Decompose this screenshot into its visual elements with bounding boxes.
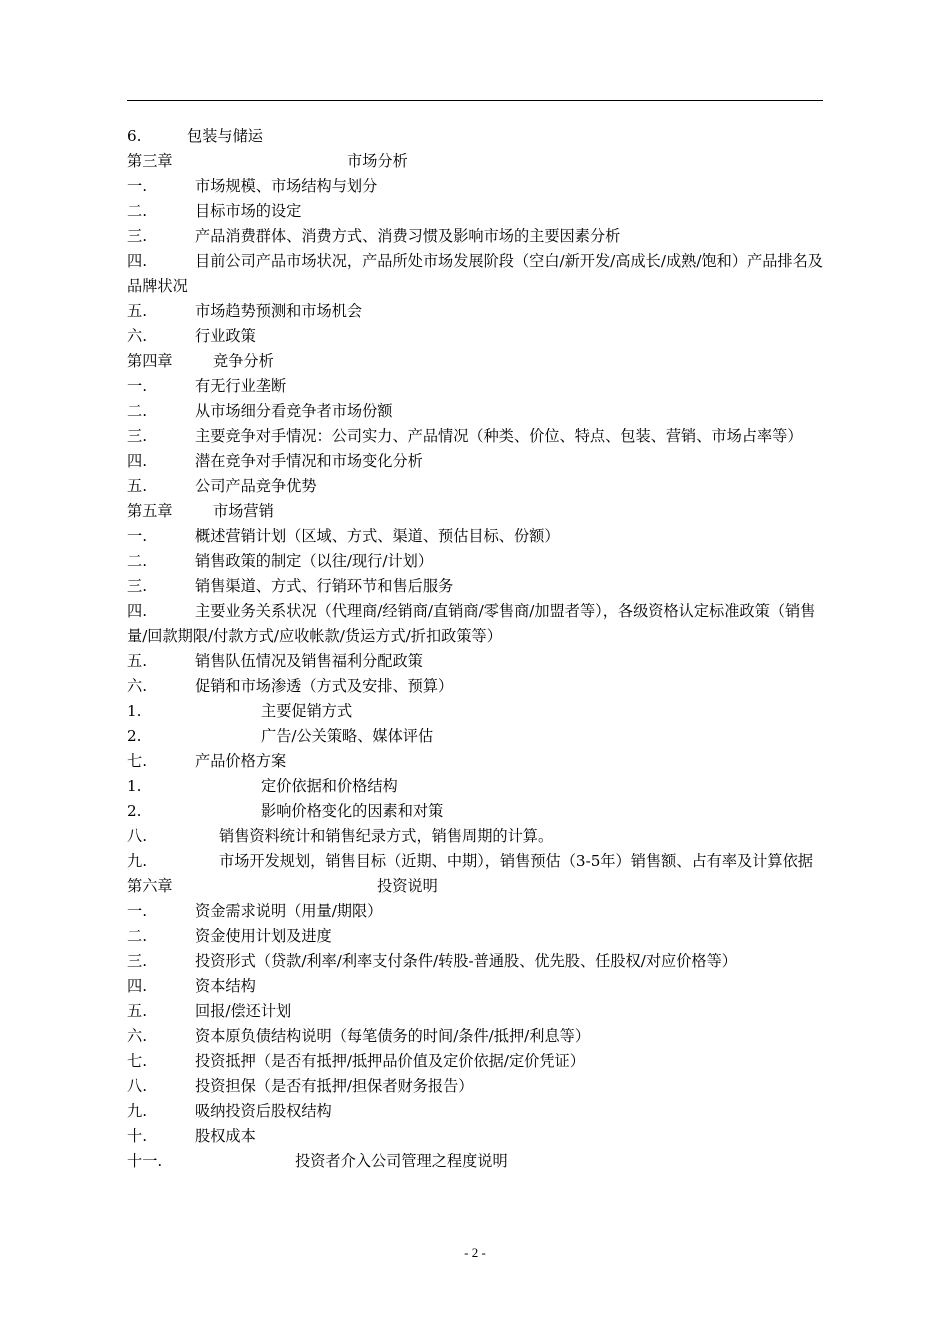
outline-item-number: 6. <box>127 127 142 145</box>
outline-item-text: 概述营销计划（区域、方式、渠道、预估目标、份额） <box>195 527 560 545</box>
outline-item <box>127 774 823 799</box>
header-rule <box>127 100 823 101</box>
outline-item-number: 四. <box>127 977 148 995</box>
outline-item-number: 十. <box>127 1127 148 1145</box>
outline-item-text: 投资者介入公司管理之程度说明 <box>295 1152 508 1170</box>
outline-item <box>127 399 823 424</box>
outline-item-text: 主要促销方式 <box>261 702 353 720</box>
outline-item-text: 广告/公关策略、媒体评估 <box>261 727 434 745</box>
outline-item-number: 二. <box>127 927 148 945</box>
outline-item-number: 三. <box>127 227 148 245</box>
outline-item-number: 十一. <box>127 1152 163 1170</box>
outline-item <box>127 574 823 599</box>
outline-item-number: 第三章 <box>127 152 173 170</box>
outline-item-text: 销售队伍情况及销售福利分配政策 <box>195 652 423 670</box>
outline-item <box>127 924 823 949</box>
outline-item <box>127 724 823 749</box>
outline-item-text: 资金需求说明（用量/期限） <box>195 902 383 920</box>
outline-item-text: 影响价格变化的因素和对策 <box>261 802 444 820</box>
outline-item-number: 四. <box>127 452 148 470</box>
outline-item-text: 投资形式（贷款/利率/利率支付条件/转股-普通股、优先股、任股权/对应价格等） <box>195 952 737 970</box>
outline-item-text: 公司产品竞争优势 <box>195 477 317 495</box>
outline-item-number: 五. <box>127 302 148 320</box>
outline-item <box>127 1149 823 1174</box>
outline-item <box>127 324 823 349</box>
outline-item <box>127 349 823 374</box>
outline-item <box>127 224 823 249</box>
outline-item <box>127 524 823 549</box>
outline-item-text: 销售渠道、方式、行销环节和售后服务 <box>195 577 454 595</box>
outline-item <box>127 799 823 824</box>
outline-item <box>127 1024 823 1049</box>
page-number: - 2 - <box>464 1245 486 1260</box>
outline-item-number: 七. <box>127 752 148 770</box>
outline-item-number: 九. <box>127 852 148 870</box>
document-body <box>127 124 823 1174</box>
outline-item-number: 六. <box>127 1027 148 1045</box>
outline-item <box>127 449 823 474</box>
outline-item <box>127 949 823 974</box>
outline-item <box>127 874 823 899</box>
outline-item-number: 五. <box>127 1002 148 1020</box>
outline-item <box>127 124 823 149</box>
outline-item-number: 二. <box>127 202 148 220</box>
outline-item-text: 主要竞争对手情况：公司实力、产品情况（种类、价位、特点、包装、营销、市场占率等） <box>195 427 803 445</box>
outline-item-text: 产品消费群体、消费方式、消费习惯及影响市场的主要因素分析 <box>195 227 621 245</box>
outline-item-number: 1. <box>127 702 142 720</box>
outline-item-text: 吸纳投资后股权结构 <box>195 1102 332 1120</box>
outline-item-text: 市场开发规划，销售目标（近期、中期），销售预估（3-5年）销售额、占有率及计算依据 <box>219 852 813 870</box>
outline-item-number: 2. <box>127 727 142 745</box>
outline-item-number: 六. <box>127 327 148 345</box>
outline-item-text: 竞争分析 <box>213 352 274 370</box>
outline-item-number: 五. <box>127 652 148 670</box>
outline-item-number: 四. <box>127 252 148 270</box>
outline-item-number: 七. <box>127 1052 148 1070</box>
outline-item-text: 市场规模、市场结构与划分 <box>195 177 378 195</box>
outline-item-number: 一. <box>127 177 148 195</box>
outline-item <box>127 174 823 199</box>
outline-item-number: 八. <box>127 1077 148 1095</box>
outline-item <box>127 149 823 174</box>
outline-item-number: 三. <box>127 427 148 445</box>
outline-item <box>127 974 823 999</box>
outline-item <box>127 674 823 699</box>
outline-item-text: 资金使用计划及进度 <box>195 927 332 945</box>
outline-item-text: 市场分析 <box>347 152 408 170</box>
outline-item-number: 一. <box>127 527 148 545</box>
outline-item-text: 投资担保（是否有抵押/担保者财务报告） <box>195 1077 474 1095</box>
outline-item-number: 四. <box>127 602 148 620</box>
outline-item <box>127 1099 823 1124</box>
outline-item-text: 资本原负债结构说明（每笔债务的时间/条件/抵押/利息等） <box>195 1027 591 1045</box>
outline-item-text: 销售资料统计和销售纪录方式，销售周期的计算。 <box>219 827 554 845</box>
outline-item-number: 三. <box>127 577 148 595</box>
outline-item-text: 资本结构 <box>195 977 256 995</box>
outline-item <box>127 849 823 874</box>
outline-item <box>127 1049 823 1074</box>
outline-item-number: 三. <box>127 952 148 970</box>
outline-item <box>127 549 823 574</box>
outline-item-number: 六. <box>127 677 148 695</box>
outline-item-number: 第六章 <box>127 877 173 895</box>
outline-item-text: 有无行业垄断 <box>195 377 287 395</box>
outline-item <box>127 899 823 924</box>
outline-item-number: 五. <box>127 477 148 495</box>
outline-item <box>127 424 823 449</box>
outline-item-text: 股权成本 <box>195 1127 256 1145</box>
outline-item <box>127 649 823 674</box>
outline-item-text: 促销和市场渗透（方式及安排、预算） <box>195 677 454 695</box>
outline-item <box>127 824 823 849</box>
outline-item <box>127 699 823 724</box>
outline-item-text: 定价依据和价格结构 <box>261 777 398 795</box>
outline-item-number: 一. <box>127 902 148 920</box>
outline-item-text: 目标市场的设定 <box>195 202 302 220</box>
outline-item-text: 从市场细分看竞争者市场份额 <box>195 402 393 420</box>
outline-item <box>127 499 823 524</box>
outline-item-text: 潜在竞争对手情况和市场变化分析 <box>195 452 423 470</box>
outline-item <box>127 749 823 774</box>
outline-item-text: 市场趋势预测和市场机会 <box>195 302 363 320</box>
outline-item-number: 第五章 <box>127 502 173 520</box>
outline-item-number: 二. <box>127 552 148 570</box>
outline-item-number: 第四章 <box>127 352 173 370</box>
outline-item <box>127 1124 823 1149</box>
outline-item-number: 一. <box>127 377 148 395</box>
outline-item-number: 九. <box>127 1102 148 1120</box>
outline-item <box>127 1074 823 1099</box>
outline-item-number: 2. <box>127 802 142 820</box>
outline-item-number: 二. <box>127 402 148 420</box>
outline-item <box>127 599 823 649</box>
outline-item-text: 主要业务关系状况（代理商/经销商/直销商/零售商/加盟者等），各级资格认定标准政策（销售量/回款期限/付款方式/应收帐款/货运方式/折扣政策等） <box>127 602 816 645</box>
outline-item <box>127 299 823 324</box>
outline-item-text: 销售政策的制定（以往/现行/计划） <box>195 552 434 570</box>
outline-item-text: 回报/偿还计划 <box>195 1002 292 1020</box>
outline-item <box>127 199 823 224</box>
outline-item <box>127 249 823 299</box>
outline-item <box>127 474 823 499</box>
outline-item-text: 市场营销 <box>213 502 274 520</box>
outline-item-number: 八. <box>127 827 148 845</box>
outline-item-text: 行业政策 <box>195 327 256 345</box>
outline-item <box>127 999 823 1024</box>
outline-item-text: 包装与储运 <box>187 127 263 145</box>
outline-item-text: 目前公司产品市场状况，产品所处市场发展阶段（空白/新开发/高成长/成熟/饱和）产品排名及品牌状况 <box>127 252 823 295</box>
outline-item <box>127 374 823 399</box>
outline-item-text: 产品价格方案 <box>195 752 287 770</box>
outline-item-text: 投资抵押（是否有抵押/抵押品价值及定价依据/定价凭证） <box>195 1052 585 1070</box>
outline-item-text: 投资说明 <box>377 877 438 895</box>
outline-item-number: 1. <box>127 777 142 795</box>
